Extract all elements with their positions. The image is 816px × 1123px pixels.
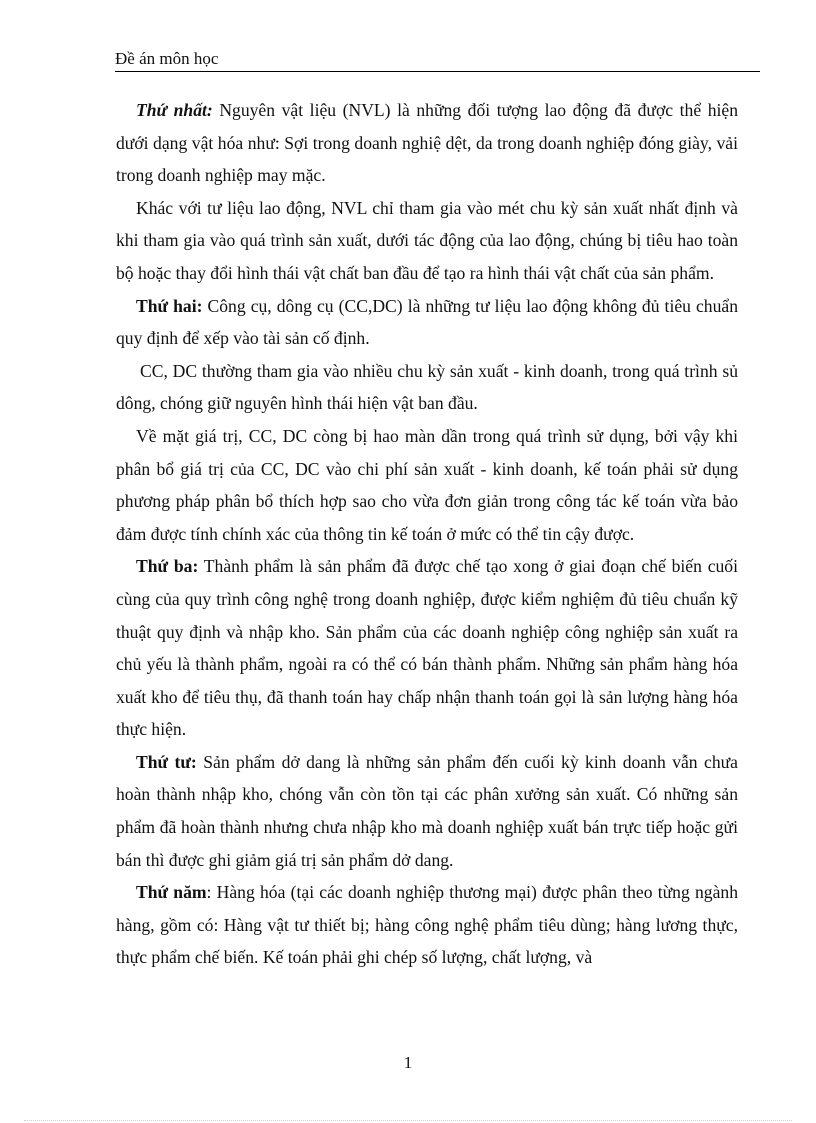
paragraph-text: : Hàng hóa (tại các doanh nghiệp thương mại) được phân theo từng ngành hàng, gồm có: Hàng vật tư thiết bị; hàng công nghệ phẩm tiêu dùng; hàng lương thực, thực phẩm chế biến. Kế toán phải ghi chép số lượng, chất lượng, và — [116, 882, 738, 968]
paragraph-thu-ba — [116, 550, 738, 746]
document-body — [116, 94, 738, 974]
paragraph-text: Công cụ, dông cụ (CC,DC) là những tư liệu lao động không đủ tiêu chuẩn quy định để xếp vào tài sản cố định. — [116, 295, 738, 349]
paragraph-ccdc — [116, 355, 738, 420]
paragraph-thu-hai — [116, 290, 738, 355]
paragraph-text: Thành phẩm là sản phẩm đã được chế tạo xong ở giai đoạn chế biến cuối cùng của quy trình công nghệ trong doanh nghiệp, được kiểm nghiệm đủ tiêu chuẩn kỹ thuật quy định và nhập kho. Sản phẩm của các doanh nghiệp công nghiệp sản xuất ra chủ yếu là thành phẩm, ngoài ra có thể có bán thành phẩm. Những sản phẩm hàng hóa xuất kho để tiêu thụ, đã thanh toán hay chấp nhận thanh toán gọi là sản lượng hàng hóa thực hiện. — [116, 556, 738, 740]
page-divider — [24, 1120, 792, 1121]
header-title: Đề án môn học — [115, 49, 219, 68]
paragraph-nvl — [116, 192, 738, 290]
paragraph-lead: Thứ hai: — [136, 295, 203, 316]
paragraph-thu-nhat — [116, 94, 738, 192]
paragraph-text: Khác với tư liệu lao động, NVL chỉ tham gia vào mét chu kỳ sản xuất nhất định và khi tham gia vào quá trình sản xuất, dưới tác động của lao động, chúng bị tiêu hao toàn bộ hoặc thay đổi hình thái vật chất ban đầu để tạo ra hình thái vật chất của sản phẩm. — [116, 197, 738, 283]
paragraph-gia-tri — [116, 420, 738, 550]
paragraph-lead: Thứ ba: — [136, 556, 199, 577]
paragraph-lead-suffix: : — [206, 100, 213, 120]
paragraph-thu-nam — [116, 876, 738, 974]
paragraph-text: Nguyên vật liệu (NVL) là những đối tượng lao động đã được thể hiện dưới dạng vật hóa như: Sợi trong doanh nghiệ dệt, da trong doanh nghiệp đóng giày, vải trong doanh nghiệp may mặc. — [116, 100, 738, 186]
paragraph-text: CC, DC thường tham gia vào nhiều chu kỳ sản xuất - kinh doanh, trong quá trình sủ dông, chóng giữ nguyên hình thái hiện vật ban đầu. — [116, 360, 738, 414]
paragraph-text: Sản phẩm dở dang là những sản phẩm đến cuối kỳ kinh doanh vẫn chưa hoàn thành nhập kho, chóng vẫn còn tồn tại các phân xưởng sản xuất. Có những sản phẩm đã hoàn thành nhưng chưa nhập kho mà doanh nghiệp xuất bán trực tiếp hoặc gửi bán thì được ghi giảm giá trị sản phẩm dở dang. — [116, 751, 738, 870]
paragraph-lead: Thứ năm — [136, 882, 207, 903]
page-header — [115, 49, 760, 72]
paragraph-thu-tu — [116, 746, 738, 876]
paragraph-lead: Thứ nhất — [136, 100, 207, 120]
page-number: 1 — [403, 1053, 413, 1072]
paragraph-text: Về mặt giá trị, CC, DC còng bị hao màn dần trong quá trình sử dụng, bởi vậy khi phân bổ giá trị của CC, DC vào chi phí sản xuất - kinh doanh, kế toán phải sử dụng phương pháp phân bổ thích hợp sao cho vừa đơn giản trong công tác kế toán vừa bảo đảm được tính chính xác của thông tin kế toán ở mức có thể tin cậy được. — [116, 425, 738, 544]
paragraph-lead: Thứ tư: — [136, 751, 197, 772]
